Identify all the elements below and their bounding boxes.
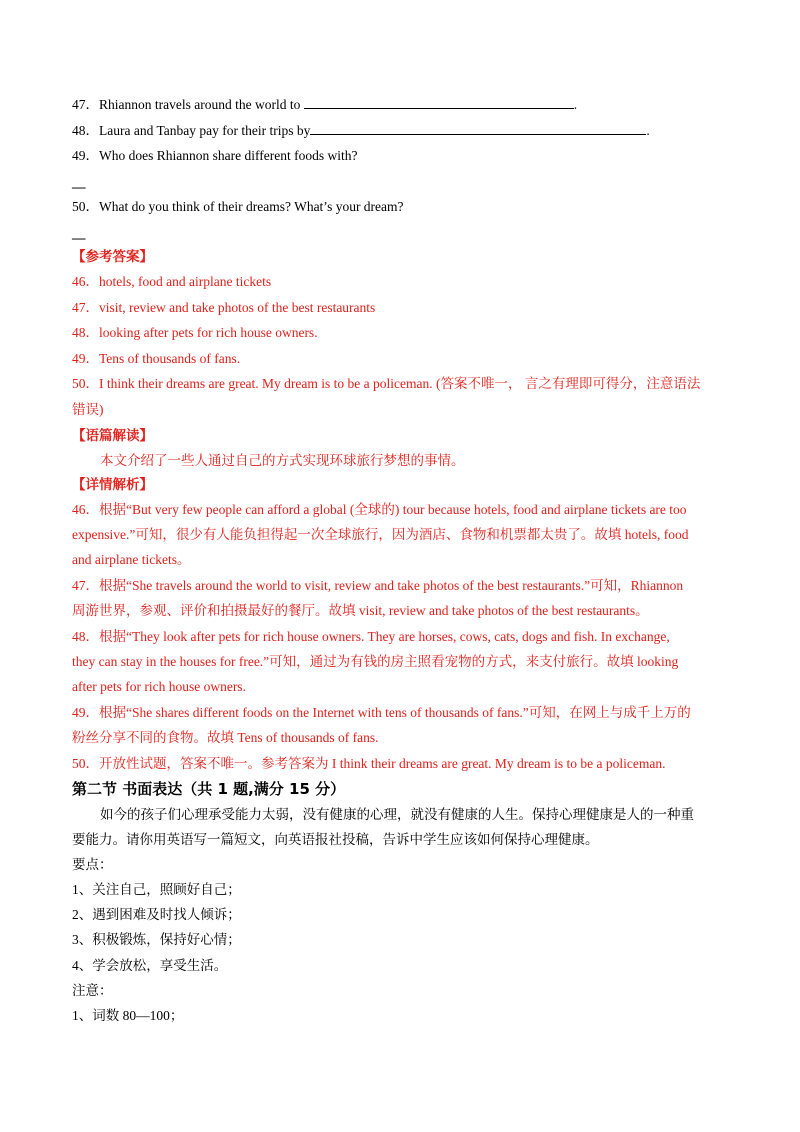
answer-46: 46．hotels, food and airplane tickets — [72, 274, 272, 289]
answer-line-49: — — [72, 179, 86, 194]
writing-prompt-line1: 如今的孩子们心理承受能力太弱，没有健康的心理，就没有健康的人生。保持心理健康是人的一种重 — [100, 807, 694, 822]
answers-heading: 【参考答案】 — [72, 249, 153, 264]
answer-47: 47．visit, review and take photos of the best restaurants — [72, 300, 376, 315]
note-item: 1、词数 80—100； — [72, 1008, 184, 1023]
explanation-48-line2: they can stay in the houses for free.”可知，通过为有钱的房主照看宠物的方式，来支付旅行。故填 looking — [72, 654, 679, 669]
point-item: 4、学会放松，享受生活。 — [72, 958, 228, 973]
answer-49: 49．Tens of thousands of fans. — [72, 351, 241, 366]
passage-reading-text: 本文介绍了一些人通过自己的方式实现环球旅行梦想的事情。 — [100, 453, 465, 468]
question-48-text: 48．Laura and Tanbay pay for their trips by — [72, 123, 311, 138]
passage-reading-heading: 【语篇解读】 — [72, 428, 153, 443]
explanation-46-line2: expensive.”可知，很少有人能负担得起一次全球旅行，因为酒店、食物和机票都太贵了。故填 hotels, food — [72, 527, 689, 542]
answer-line-50: — — [72, 230, 86, 245]
explanation-49-line2: 粉丝分享不同的食物。故填 Tens of thousands of fans. — [72, 730, 379, 745]
explanation-46-line1: 46．根据“But very few people can afford a global (全球的) tour because hotels, food and airplane tickets are too — [72, 502, 687, 517]
question-50: 50．What do you think of their dreams? What’s your dream? — [72, 199, 404, 214]
answer-blank-48 — [310, 120, 646, 135]
writing-prompt-line2: 要能力。请你用英语写一篇短文，向英语报社投稿，告诉中学生应该如何保持心理健康。 — [72, 832, 599, 847]
answer-50-line1: 50．I think their dreams are great. My dream is to be a policeman. (答案不唯一， 言之有理即可得分，注意语法 — [72, 376, 701, 391]
analysis-heading: 【详情解析】 — [72, 477, 153, 492]
points-label: 要点： — [72, 857, 113, 872]
point-item: 1、关注自己，照顾好自己； — [72, 882, 241, 897]
question-47: 47．Rhiannon travels around the world to . — [72, 92, 732, 117]
answer-50-line2: 错误) — [72, 402, 104, 417]
explanation-46-line3: and airplane tickets。 — [72, 552, 191, 567]
notes-label: 注意： — [72, 983, 113, 998]
point-item: 3、积极锻炼，保持好心情； — [72, 932, 241, 947]
question-48: 48．Laura and Tanbay pay for their trips by . — [72, 118, 732, 143]
answer-blank-47 — [304, 94, 574, 109]
question-49: 49．Who does Rhiannon share different foods with? — [72, 148, 358, 163]
explanation-47-line2: 周游世界，参观、评价和拍摄最好的餐厅。故填 visit, review and take photos of the best restaurants。 — [72, 603, 649, 618]
explanation-49-line1: 49．根据“She shares different foods on the Internet with tens of thousands of fans.”可知，在网上与成千上万的 — [72, 705, 691, 720]
answer-48: 48．looking after pets for rich house owners. — [72, 325, 318, 340]
explanation-48-line1: 48．根据“They look after pets for rich house owners. They are horses, cows, cats, dogs and fish. In exchange, — [72, 629, 670, 644]
explanation-48-line3: after pets for rich house owners. — [72, 679, 246, 694]
point-item: 2、遇到困难及时找人倾诉； — [72, 907, 241, 922]
explanation-47-line1: 47．根据“She travels around the world to visit, review and take photos of the best restaurants.”可知，Rhiannon — [72, 578, 684, 593]
question-47-text: 47．Rhiannon travels around the world to — [72, 97, 304, 112]
section-2-title: 第二节 书面表达（共 1 题,满分 15 分） — [72, 780, 346, 798]
explanation-50-line1: 50．开放性试题，答案不唯一。参考答案为 I think their dreams are great. My dream is to be a policeman. — [72, 756, 666, 771]
